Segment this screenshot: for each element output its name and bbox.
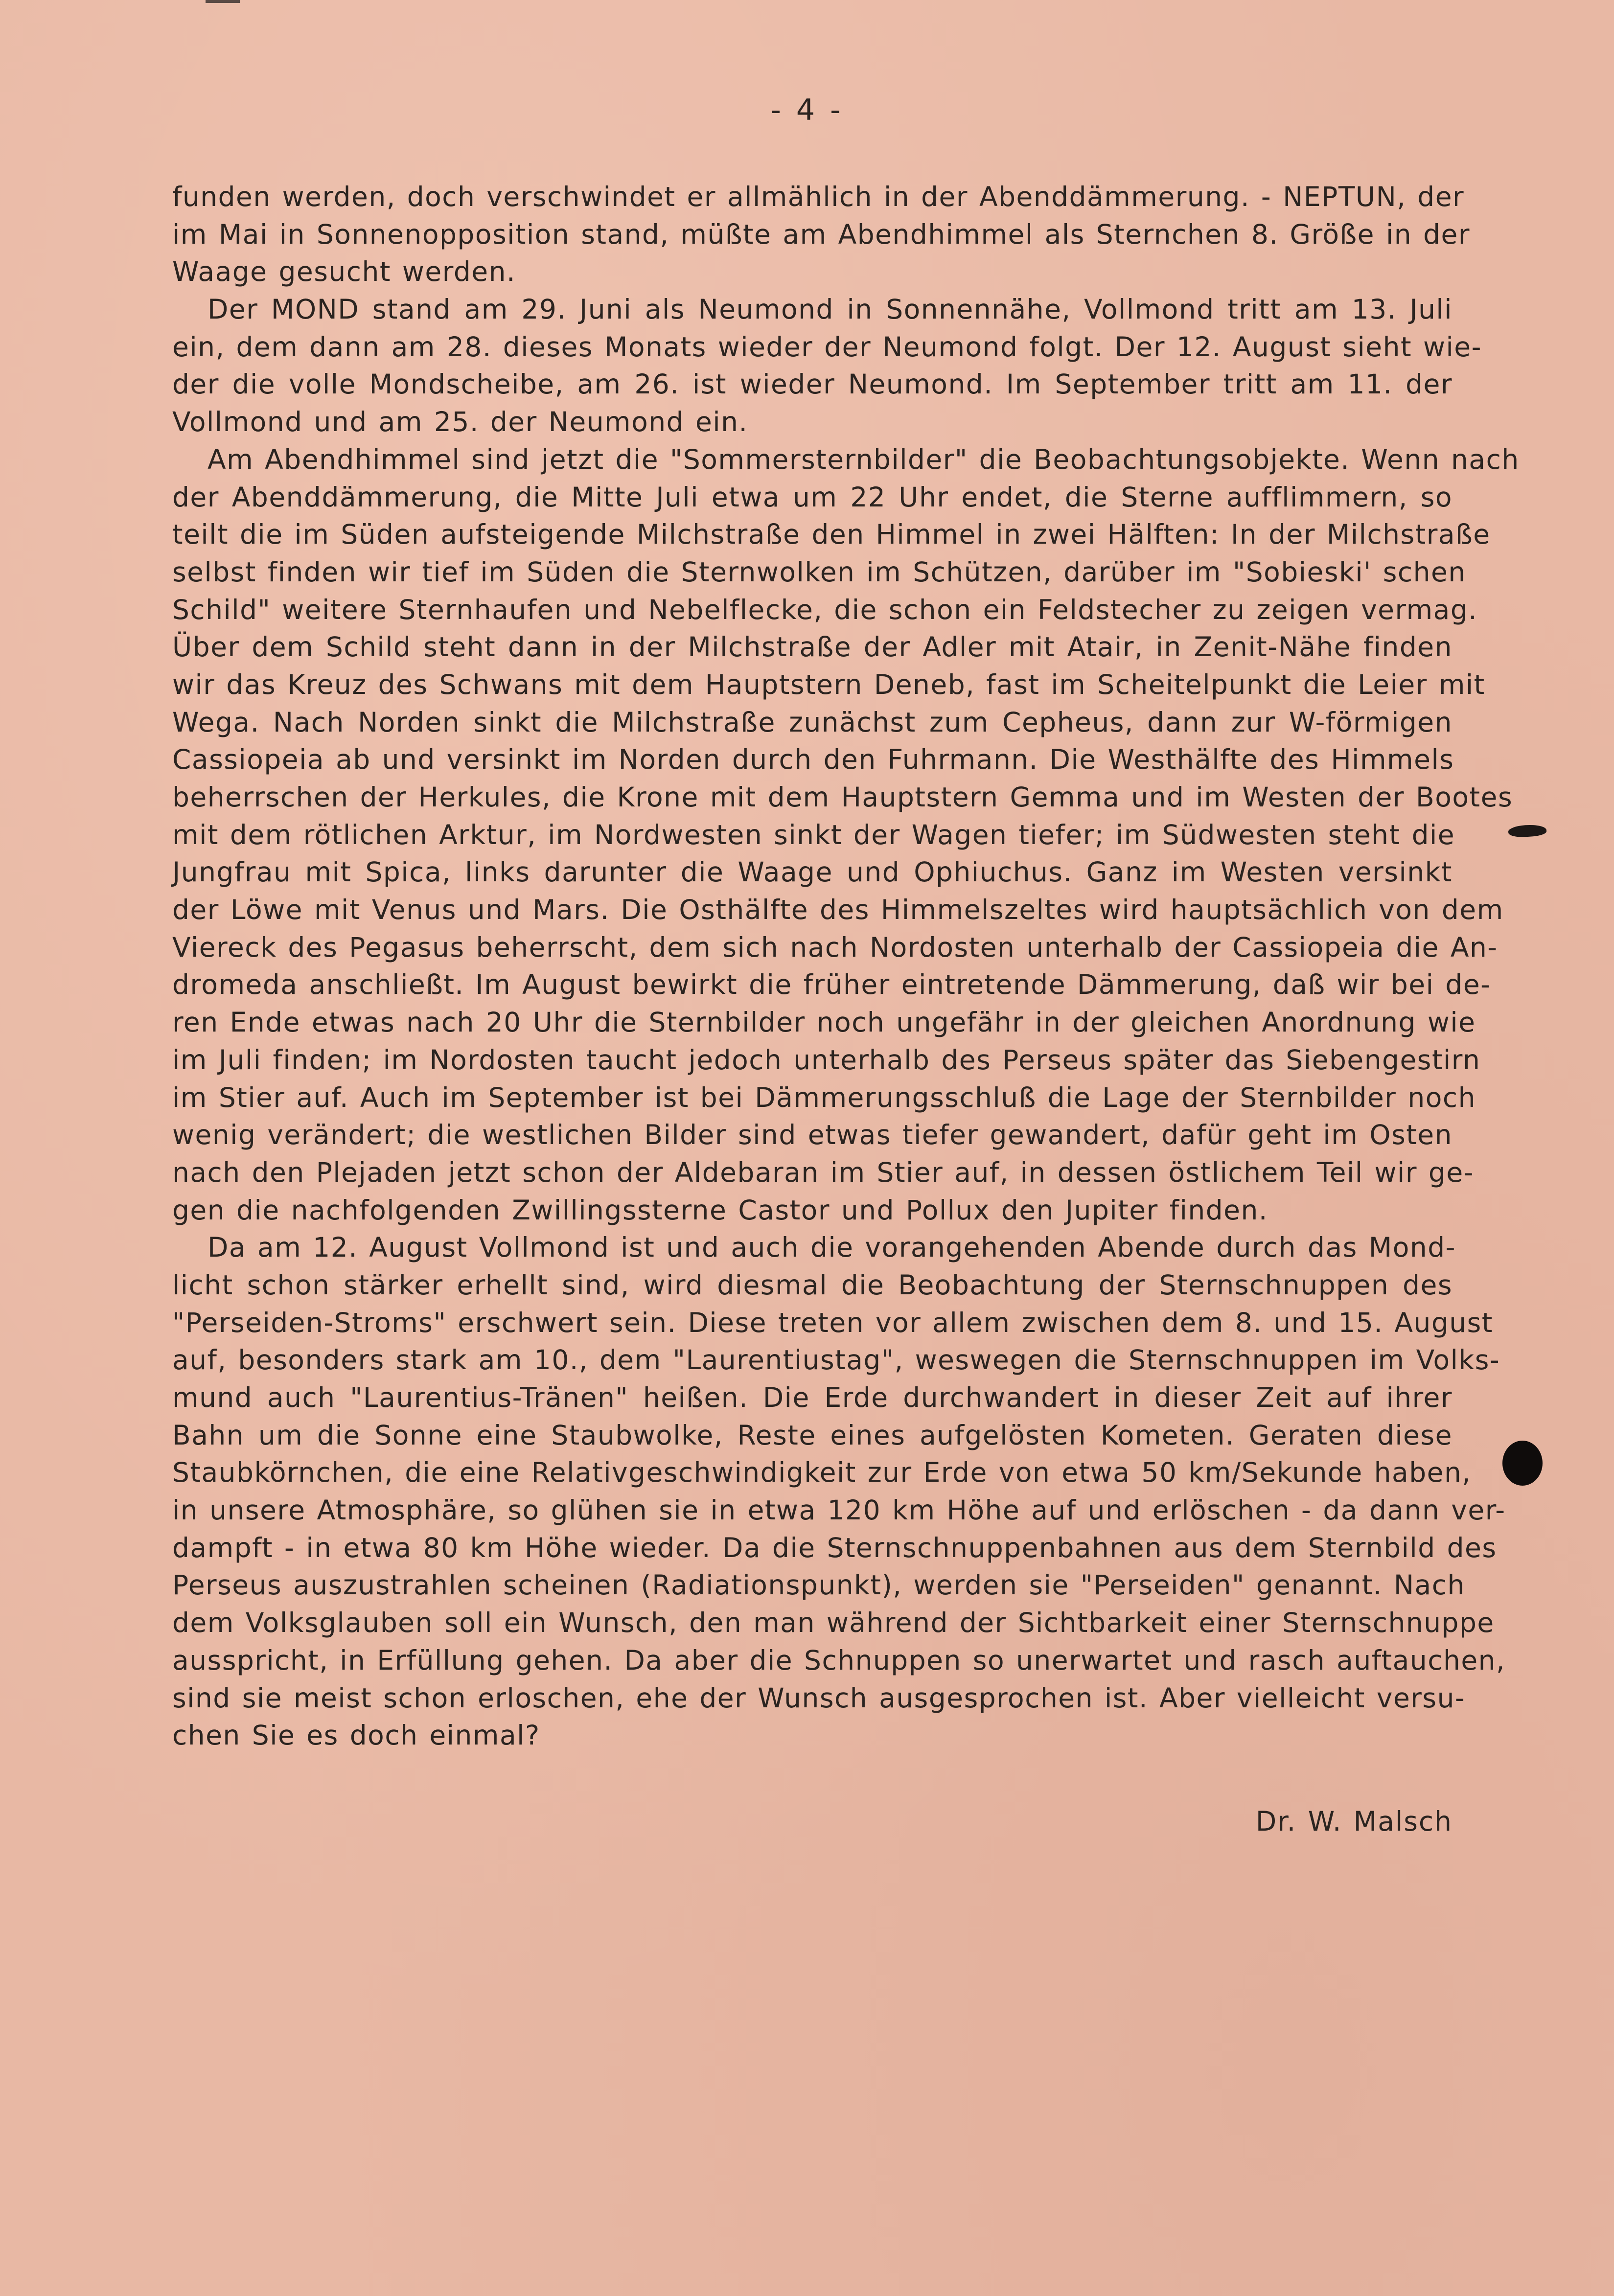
page-number: - 4 - (770, 93, 844, 127)
text-line: dem Volksglauben soll ein Wunsch, den man während der Sichtbarkeit einer Sternschnuppe (172, 1607, 1495, 1639)
text-line: Cassiopeia ab und versinkt im Norden durch den Fuhrmann. Die Westhälfte des Himmels (172, 744, 1454, 776)
margin-ink-dot (1502, 1441, 1543, 1486)
text-line: licht schon stärker erhellt sind, wird diesmal die Beobachtung der Sternschnuppen des (172, 1269, 1453, 1301)
text-line: dampft - in etwa 80 km Höhe wieder. Da die Sternschnuppenbahnen aus dem Sternbild des (172, 1532, 1497, 1563)
text-line: ein, dem dann am 28. dieses Monats wieder der Neumond folgt. Der 12. August sieht wie- (172, 331, 1482, 363)
text-line: "Perseiden-Stroms" erschwert sein. Diese treten vor allem zwischen dem 8. und 15. August (172, 1307, 1493, 1338)
text-line: teilt die im Süden aufsteigende Milchstraße den Himmel in zwei Hälften: In der Milchstraße (172, 519, 1491, 551)
text-line: der Abenddämmerung, die Mitte Juli etwa um 22 Uhr endet, die Sterne aufflimmern, so (172, 481, 1453, 513)
text-line: in unsere Atmosphäre, so glühen sie in etwa 120 km Höhe auf und erlöschen - da dann ver- (172, 1494, 1506, 1526)
text-line: Waage gesucht werden. (172, 256, 516, 288)
text-line: mund auch "Laurentius-Tränen" heißen. Die Erde durchwandert in dieser Zeit auf ihrer (172, 1382, 1453, 1413)
text-line: Perseus auszustrahlen scheinen (Radiationspunkt), werden sie "Perseiden" genannt. Nach (172, 1569, 1465, 1601)
text-line: nach den Plejaden jetzt schon der Aldebaran im Stier auf, in dessen östlichem Teil wir ge- (172, 1156, 1475, 1188)
text-line: Da am 12. August Vollmond ist und auch die vorangehenden Abende durch das Mond- (208, 1232, 1456, 1263)
text-line: Viereck des Pegasus beherrscht, dem sich nach Nordosten unterhalb der Cassiopeia die An- (172, 931, 1498, 963)
text-line: Der MOND stand am 29. Juni als Neumond in Sonnennähe, Vollmond tritt am 13. Juli (208, 294, 1453, 325)
text-line: sind sie meist schon erloschen, ehe der Wunsch ausgesprochen ist. Aber vielleicht versu- (172, 1682, 1466, 1714)
text-line: mit dem rötlichen Arktur, im Nordwesten sinkt der Wagen tiefer; im Südwesten steht die (172, 819, 1455, 850)
text-line: Schild" weitere Sternhaufen und Nebelflecke, die schon ein Feldstecher zu zeigen vermag. (172, 594, 1478, 625)
text-line: im Mai in Sonnenopposition stand, müßte am Abendhimmel als Sternchen 8. Größe in der (172, 218, 1470, 250)
text-line: wenig verändert; die westlichen Bilder sind etwas tiefer gewandert, dafür geht im Osten (172, 1119, 1453, 1151)
text-line: selbst finden wir tief im Süden die Sternwolken im Schützen, darüber im "Sobieski' schen (172, 556, 1466, 588)
text-line: der die volle Mondscheibe, am 26. ist wieder Neumond. Im September tritt am 11. der (172, 368, 1453, 400)
text-line: funden werden, doch verschwindet er allmählich in der Abenddämmerung. - NEPTUN, der (172, 181, 1465, 212)
text-line: Staubkörnchen, die eine Relativgeschwindigkeit zur Erde von etwa 50 km/Sekunde haben, (172, 1457, 1472, 1489)
text-line: dromeda anschließt. Im August bewirkt die früher eintretende Dämmerung, daß wir bei de- (172, 969, 1491, 1001)
text-line: ren Ende etwas nach 20 Uhr die Sternbilder noch ungefähr in der gleichen Anordnung wie (172, 1007, 1476, 1038)
text-line: ausspricht, in Erfüllung gehen. Da aber die Schnuppen so unerwartet und rasch auftauchen, (172, 1644, 1506, 1676)
text-line: im Stier auf. Auch im September ist bei Dämmerungsschluß die Lage der Sternbilder noch (172, 1081, 1476, 1113)
text-line: gen die nachfolgenden Zwillingssterne Castor und Pollux den Jupiter finden. (172, 1194, 1268, 1226)
text-line: Bahn um die Sonne eine Staubwolke, Reste eines aufgelösten Kometen. Geraten diese (172, 1419, 1453, 1451)
author-signature: Dr. W. Malsch (1255, 1806, 1453, 1837)
text-line: wir das Kreuz des Schwans mit dem Hauptstern Deneb, fast im Scheitelpunkt die Leier mit (172, 668, 1485, 700)
text-line: im Juli finden; im Nordosten taucht jedoch unterhalb des Perseus später das Siebengestirn (172, 1044, 1481, 1076)
text-line: Wega. Nach Norden sinkt die Milchstraße zunächst zum Cepheus, dann zur W-förmigen (172, 706, 1453, 738)
text-line: beherrschen der Herkules, die Krone mit dem Hauptstern Gemma und im Westen der Bootes (172, 781, 1513, 813)
text-line: Jungfrau mit Spica, links darunter die Waage und Ophiuchus. Ganz im Westen versinkt (172, 856, 1453, 888)
text-line: Vollmond und am 25. der Neumond ein. (172, 406, 748, 438)
scan-edge-mark (206, 0, 240, 3)
text-line: Über dem Schild steht dann in der Milchstraße der Adler mit Atair, in Zenit-Nähe finden (172, 631, 1453, 663)
text-line: auf, besonders stark am 10., dem "Laurentiustag", weswegen die Sternschnuppen im Volks- (172, 1344, 1500, 1376)
text-line: Am Abendhimmel sind jetzt die "Sommersternbilder" die Beobachtungsobjekte. Wenn nach (208, 443, 1520, 475)
article-body (172, 178, 1520, 1754)
text-line: chen Sie es doch einmal? (172, 1720, 540, 1751)
text-line: der Löwe mit Venus und Mars. Die Osthälfte des Himmelszeltes wird hauptsächlich von dem (172, 894, 1504, 926)
margin-ink-dash (1508, 824, 1546, 838)
